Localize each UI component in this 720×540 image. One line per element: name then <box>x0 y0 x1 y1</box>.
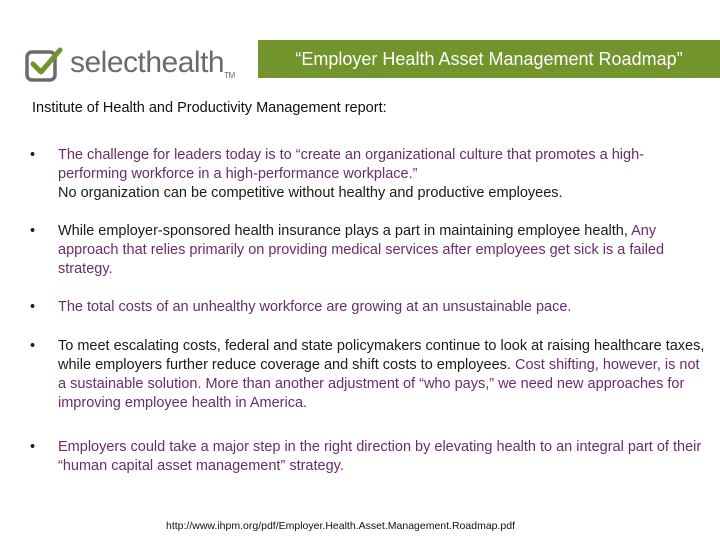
checkmark-logo-icon <box>24 44 64 84</box>
logo-wordmark-select: select <box>70 46 146 79</box>
logo-trademark: TM <box>224 71 235 80</box>
bullet-text: No organization can be competitive without healthy and productive employees. <box>58 185 563 201</box>
bullet-item <box>30 222 706 279</box>
bullet-dot: • <box>30 147 36 163</box>
bullet-item <box>30 337 706 413</box>
bullet-text: To meet escalating costs, federal and state policymakers continue to look at raising healthcare taxes, while employers further reduce coverage and shift costs to employees. <box>58 338 705 373</box>
slide-title: “Employer Health Asset Management Roadmap” <box>258 40 720 78</box>
bullet-text-highlight: The total costs of an unhealthy workforce are growing at an unsustainable pace. <box>58 299 572 315</box>
bullet-item <box>30 146 706 203</box>
bullet-text-highlight: Employers could take a major step in the right direction by elevating health to an integral part of their “human capital asset management” strategy. <box>58 439 702 474</box>
bullet-dot: • <box>30 439 36 455</box>
logo-wordmark-health: health <box>145 46 225 79</box>
logo-wordmark <box>70 46 235 80</box>
bullet-text: While employer-sponsored health insurance plays a part in maintaining employee health, <box>58 223 628 239</box>
bullet-dot: • <box>30 338 36 354</box>
bullet-item <box>30 438 706 476</box>
bullet-dot: • <box>30 299 36 315</box>
bullet-list <box>30 146 706 476</box>
source-url: http://www.ihpm.org/pdf/Employer.Health.Asset.Management.Roadmap.pdf <box>166 520 516 532</box>
report-subtitle: Institute of Health and Productivity Management report: <box>32 100 387 116</box>
bullet-item <box>30 298 706 317</box>
bullet-text-highlight: Cost shifting, however, is not a sustainable solution. More than another adjustment of “who pays,” we need new approaches for improving employee health in America. <box>58 357 700 411</box>
bullet-text-highlight: Any approach that relies primarily on providing medical services after employees get sick is a failed strategy. <box>58 223 665 277</box>
selecthealth-logo <box>24 44 234 84</box>
bullet-dot: • <box>30 223 36 239</box>
bullet-text-highlight: The challenge for leaders today is to “create an organizational culture that promotes a high-performing workforce in a high-performance workplace.” <box>58 147 644 182</box>
